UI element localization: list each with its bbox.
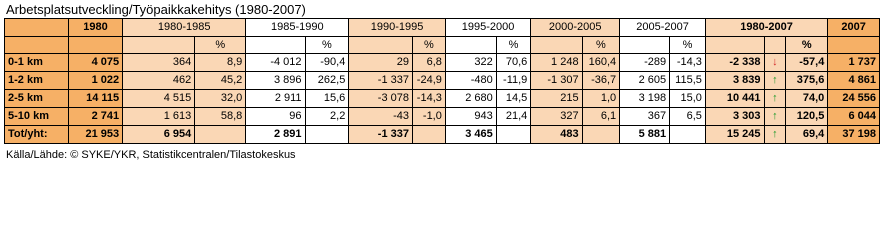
cell-pct-total: 120,5 [786, 108, 828, 126]
total-2007: 37 198 [828, 126, 880, 144]
header-pct: % [412, 37, 445, 54]
total-blank [496, 126, 531, 144]
row-label: 2-5 km [5, 90, 69, 108]
cell-change-total: -2 338 [705, 54, 764, 72]
cell-pct: 1,0 [582, 90, 620, 108]
cell-pct: 6,1 [582, 108, 620, 126]
cell-2007: 1 737 [828, 54, 880, 72]
cell-pct: 58,8 [195, 108, 246, 126]
cell-change: 943 [445, 108, 496, 126]
total-blank [670, 126, 706, 144]
cell-change: 29 [349, 54, 413, 72]
header-blank [246, 37, 305, 54]
cell-pct: -14,3 [670, 54, 706, 72]
header-pct: % [195, 37, 246, 54]
table-row [5, 90, 880, 108]
cell-pct: -90,4 [305, 54, 349, 72]
cell-pct: 70,6 [496, 54, 531, 72]
arrow-up-icon: ↑ [764, 126, 786, 144]
cell-change: 1 613 [123, 108, 195, 126]
cell-pct: 15,6 [305, 90, 349, 108]
employment-table [4, 18, 880, 144]
header-blank-1980 [68, 37, 122, 54]
cell-change: 2 680 [445, 90, 496, 108]
table-row [5, 108, 880, 126]
total-change: -1 337 [349, 126, 413, 144]
cell-pct: 262,5 [305, 72, 349, 90]
row-label: 0-1 km [5, 54, 69, 72]
cell-pct: 6,8 [412, 54, 445, 72]
cell-change: 1 248 [531, 54, 582, 72]
arrow-up-icon: ↑ [764, 72, 786, 90]
cell-change: 322 [445, 54, 496, 72]
total-1980: 21 953 [68, 126, 122, 144]
cell-change: 96 [246, 108, 305, 126]
cell-pct: 21,4 [496, 108, 531, 126]
header-period-1985-1990: 1985-1990 [246, 19, 349, 37]
header-pct: % [786, 37, 828, 54]
cell-pct: 14,5 [496, 90, 531, 108]
cell-pct: -14,3 [412, 90, 445, 108]
cell-pct-total: 375,6 [786, 72, 828, 90]
total-change: 3 465 [445, 126, 496, 144]
cell-pct: 160,4 [582, 54, 620, 72]
cell-change: -4 012 [246, 54, 305, 72]
arrow-down-icon: ↓ [764, 54, 786, 72]
cell-change: -43 [349, 108, 413, 126]
cell-pct: -36,7 [582, 72, 620, 90]
cell-1980: 14 115 [68, 90, 122, 108]
header-period-2000-2005: 2000-2005 [531, 19, 620, 37]
header-period-2005-2007: 2005-2007 [620, 19, 706, 37]
cell-change: -289 [620, 54, 670, 72]
row-label: 5-10 km [5, 108, 69, 126]
header-blank [764, 37, 786, 54]
header-blank [531, 37, 582, 54]
table-row [5, 72, 880, 90]
cell-1980: 1 022 [68, 72, 122, 90]
header-period-1995-2000: 1995-2000 [445, 19, 530, 37]
cell-change: 3 896 [246, 72, 305, 90]
cell-change: 364 [123, 54, 195, 72]
cell-pct: 115,5 [670, 72, 706, 90]
cell-1980: 4 075 [68, 54, 122, 72]
cell-change: 3 198 [620, 90, 670, 108]
cell-change-total: 3 303 [705, 108, 764, 126]
table-title: Arbetsplatsutveckling/Työpaikkakehitys (1980-2007) [6, 2, 306, 17]
table-row [5, 54, 880, 72]
total-change: 483 [531, 126, 582, 144]
cell-pct: 2,2 [305, 108, 349, 126]
header-period-1980-1985: 1980-1985 [123, 19, 246, 37]
cell-change-total: 10 441 [705, 90, 764, 108]
header-year-1980: 1980 [68, 19, 122, 37]
source-note: Källa/Lähde: © SYKE/YKR, Statistikcentralen/Tilastokeskus [6, 149, 296, 161]
header-blank [123, 37, 195, 54]
cell-pct: 32,0 [195, 90, 246, 108]
arrow-up-icon: ↑ [764, 108, 786, 126]
arrow-up-icon: ↑ [764, 90, 786, 108]
header-pct: % [670, 37, 706, 54]
cell-pct-total: -57,4 [786, 54, 828, 72]
total-change-total: 15 245 [705, 126, 764, 144]
total-blank [195, 126, 246, 144]
header-corner-2 [5, 37, 69, 54]
row-label: 1-2 km [5, 72, 69, 90]
cell-pct-total: 74,0 [786, 90, 828, 108]
header-pct: % [582, 37, 620, 54]
cell-pct: -11,9 [496, 72, 531, 90]
cell-pct: 6,5 [670, 108, 706, 126]
cell-change: 327 [531, 108, 582, 126]
header-pct: % [496, 37, 531, 54]
total-pct-total: 69,4 [786, 126, 828, 144]
total-blank [305, 126, 349, 144]
total-label: Tot/yht: [5, 126, 69, 144]
cell-2007: 24 556 [828, 90, 880, 108]
cell-pct: -1,0 [412, 108, 445, 126]
cell-change: -3 078 [349, 90, 413, 108]
header-blank [705, 37, 764, 54]
cell-change: -1 307 [531, 72, 582, 90]
header-blank [620, 37, 670, 54]
header-blank [445, 37, 496, 54]
cell-2007: 6 044 [828, 108, 880, 126]
total-blank [412, 126, 445, 144]
header-year-2007: 2007 [828, 19, 880, 37]
cell-1980: 2 741 [68, 108, 122, 126]
cell-change: 462 [123, 72, 195, 90]
total-row [5, 126, 880, 144]
cell-change: 215 [531, 90, 582, 108]
cell-change: -1 337 [349, 72, 413, 90]
header-blank-2007 [828, 37, 880, 54]
header-corner [5, 19, 69, 37]
header-pct: % [305, 37, 349, 54]
total-blank [582, 126, 620, 144]
total-change: 5 881 [620, 126, 670, 144]
total-change: 2 891 [246, 126, 305, 144]
cell-change: 2 605 [620, 72, 670, 90]
total-change: 6 954 [123, 126, 195, 144]
cell-change: 2 911 [246, 90, 305, 108]
cell-change: -480 [445, 72, 496, 90]
cell-pct: 15,0 [670, 90, 706, 108]
cell-pct: -24,9 [412, 72, 445, 90]
header-blank [349, 37, 413, 54]
header-row-percent [5, 37, 880, 54]
header-period-1990-1995: 1990-1995 [349, 19, 446, 37]
cell-change: 4 515 [123, 90, 195, 108]
cell-change: 367 [620, 108, 670, 126]
cell-pct: 8,9 [195, 54, 246, 72]
header-row-periods [5, 19, 880, 37]
cell-change-total: 3 839 [705, 72, 764, 90]
cell-pct: 45,2 [195, 72, 246, 90]
cell-2007: 4 861 [828, 72, 880, 90]
header-period-1980-2007: 1980-2007 [705, 19, 827, 37]
